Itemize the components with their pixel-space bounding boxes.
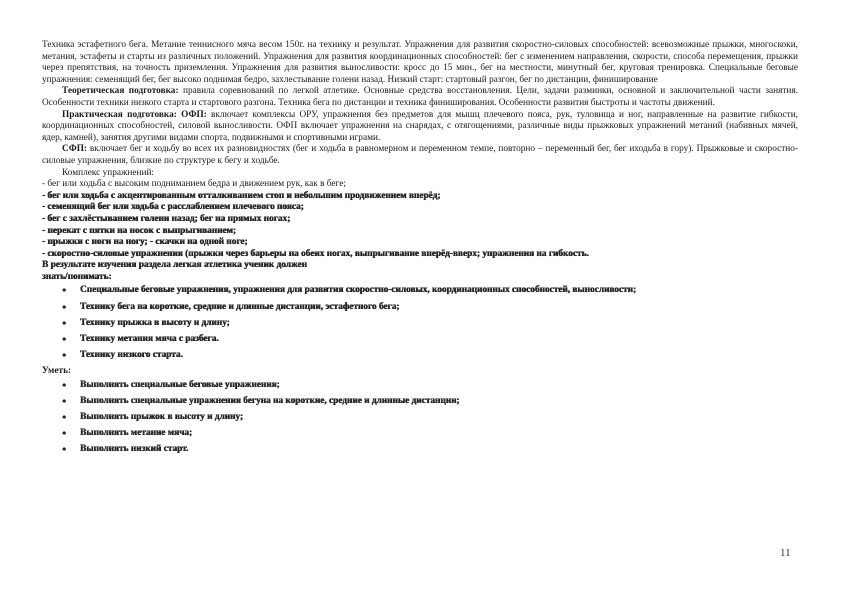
bullet-icon: ● (62, 286, 67, 295)
know-heading: знать/понимать: (42, 271, 112, 282)
result-heading: В результате изучения раздела легкая атлетика ученик должен (42, 260, 307, 271)
can-heading: Уметь: (42, 365, 72, 376)
theory-label: Теоретическая подготовка: (62, 86, 179, 97)
list-item-text: Специальные беговые упражнения, упражнения для развития скоростно-силовых, координационных способностей, выносливости; (80, 285, 637, 296)
page-content (42, 40, 798, 460)
paragraph-technique: Техника эстафетного бега. Метание теннисного мяча весом 150г. на технику и результат. Упражнения для развития скоростно-силовых способностей: всевозможные прыжки, многоскоки, метания, эстафеты и старты из различных положений. Упражнения для развития координационных способностей: бег с изменением направления, скорости, способа перемещения, прыжки через препятствия, на точность приземления. Упражнения для развития выносливости: кросс до 15 мин., бег на местности, минутный бег, круговая тренировка. Специальные беговые упражнения: семенящий бег, бег высоко поднимая бедро, захлестывание голени назад. Низкий старт: стартовый разгон, бег по дистанции, финиширование (42, 40, 798, 85)
complex-item: - семенящий бег или ходьба с расслаблением плечевого пояса; (42, 202, 304, 213)
know-list (42, 285, 798, 361)
theory-text: правила соревнований по легкой атлетике. Основные средства восстановления. Цели, задачи разминки, основной и заключительной части занятия. Особенности техники низкого старта и стартового разгона. Техника бега по дистанции и техника финиширования. Особенности развития быстроты и частоты движений. (42, 86, 799, 108)
list-item-text: Выполнять метание мяча; (80, 427, 193, 438)
list-item-text: Технику метания мяча с разбега. (80, 333, 219, 344)
complex-item: - прыжки с ноги на ногу; - скачки на одной ноге; (42, 237, 248, 248)
bullet-icon: ● (62, 412, 67, 421)
list-item (42, 350, 798, 362)
sfp-label: СФП: (62, 144, 88, 155)
list-item (42, 302, 798, 314)
bullet-icon: ● (62, 380, 67, 389)
paragraph-practice (42, 110, 798, 145)
bullet-icon: ● (62, 444, 67, 453)
list-item-text: Выполнять специальные беговые упражнения; (80, 379, 280, 390)
list-item-text: Технику низкого старта. (80, 349, 183, 360)
complex-item: - бег или ходьба с высоким подниманием бедра и движением рук, как в беге; (42, 179, 346, 190)
bullet-icon: ● (62, 334, 67, 343)
complex-item: - бег с захлёстыванием голени назад; бег на прямых ногах; (42, 213, 291, 224)
list-item (42, 444, 798, 456)
bullet-icon: ● (62, 396, 67, 405)
practice-text: включает комплексы ОРУ, упражнения без предметов для мышц плечевого пояса, рук, туловища и ног, направленные на развитие гибкости, координационных способностей, силовой выносливости. ОФП включает упражнения на снарядах, с отягощениями, различные виды прыжковых упражнений метаний (набивных мячей, ядер, камней), занятия другими видами спорта, подвижными и спортивными играми. (42, 109, 799, 143)
list-item (42, 285, 798, 297)
list-item-text: Технику прыжка в высоту и длину; (80, 317, 230, 328)
list-item (42, 396, 798, 408)
list-item (42, 380, 798, 392)
list-item (42, 334, 798, 346)
complex-item: - бег или ходьба с акцентированным отталкиванием стоп и небольшим продвижением вперёд; (42, 190, 441, 201)
paragraph-theory (42, 86, 798, 109)
list-item-text: Технику бега на короткие, средние и длинные дистанции, эстафетного бега; (80, 301, 400, 312)
sfp-text: включает бег и ходьбу во всех их разновидностях (бег и ходьба в равномерном и переменном темпе, повторно – переменный бег, бег иходьба в гору). Прыжковые и скоростно-силовые упражнения, близкие по структуре к бегу и ходьбе. (42, 144, 798, 166)
bullet-icon: ● (62, 302, 67, 311)
bullet-icon: ● (62, 318, 67, 327)
list-item (42, 318, 798, 330)
list-item-text: Выполнять низкий старт. (80, 443, 189, 454)
complex-item: - скоростно-силовые упражнения (прыжки через барьеры на обеих ногах, выпрыгивание вперёд-вверх; упражнения на гибкость. (42, 248, 589, 259)
complex-list (42, 179, 798, 260)
complex-item: - перекат с пятки на носок с выпрыгиванием; (42, 225, 236, 236)
list-item (42, 412, 798, 424)
page-number: 11 (780, 547, 791, 559)
bullet-icon: ● (62, 350, 67, 359)
complex-title: Комплекс упражнений: (62, 167, 155, 178)
list-item-text: Выполнять прыжок в высоту и длину; (80, 411, 244, 422)
bullet-icon: ● (62, 428, 67, 437)
list-item (42, 428, 798, 440)
practice-label: Практическая подготовка: ОФП: (62, 109, 207, 120)
can-list (42, 380, 798, 456)
paragraph-sfp (42, 144, 798, 167)
list-item-text: Выполнять специальные упражнения бегуна на короткие, средние и длинные дистанции; (80, 395, 460, 406)
